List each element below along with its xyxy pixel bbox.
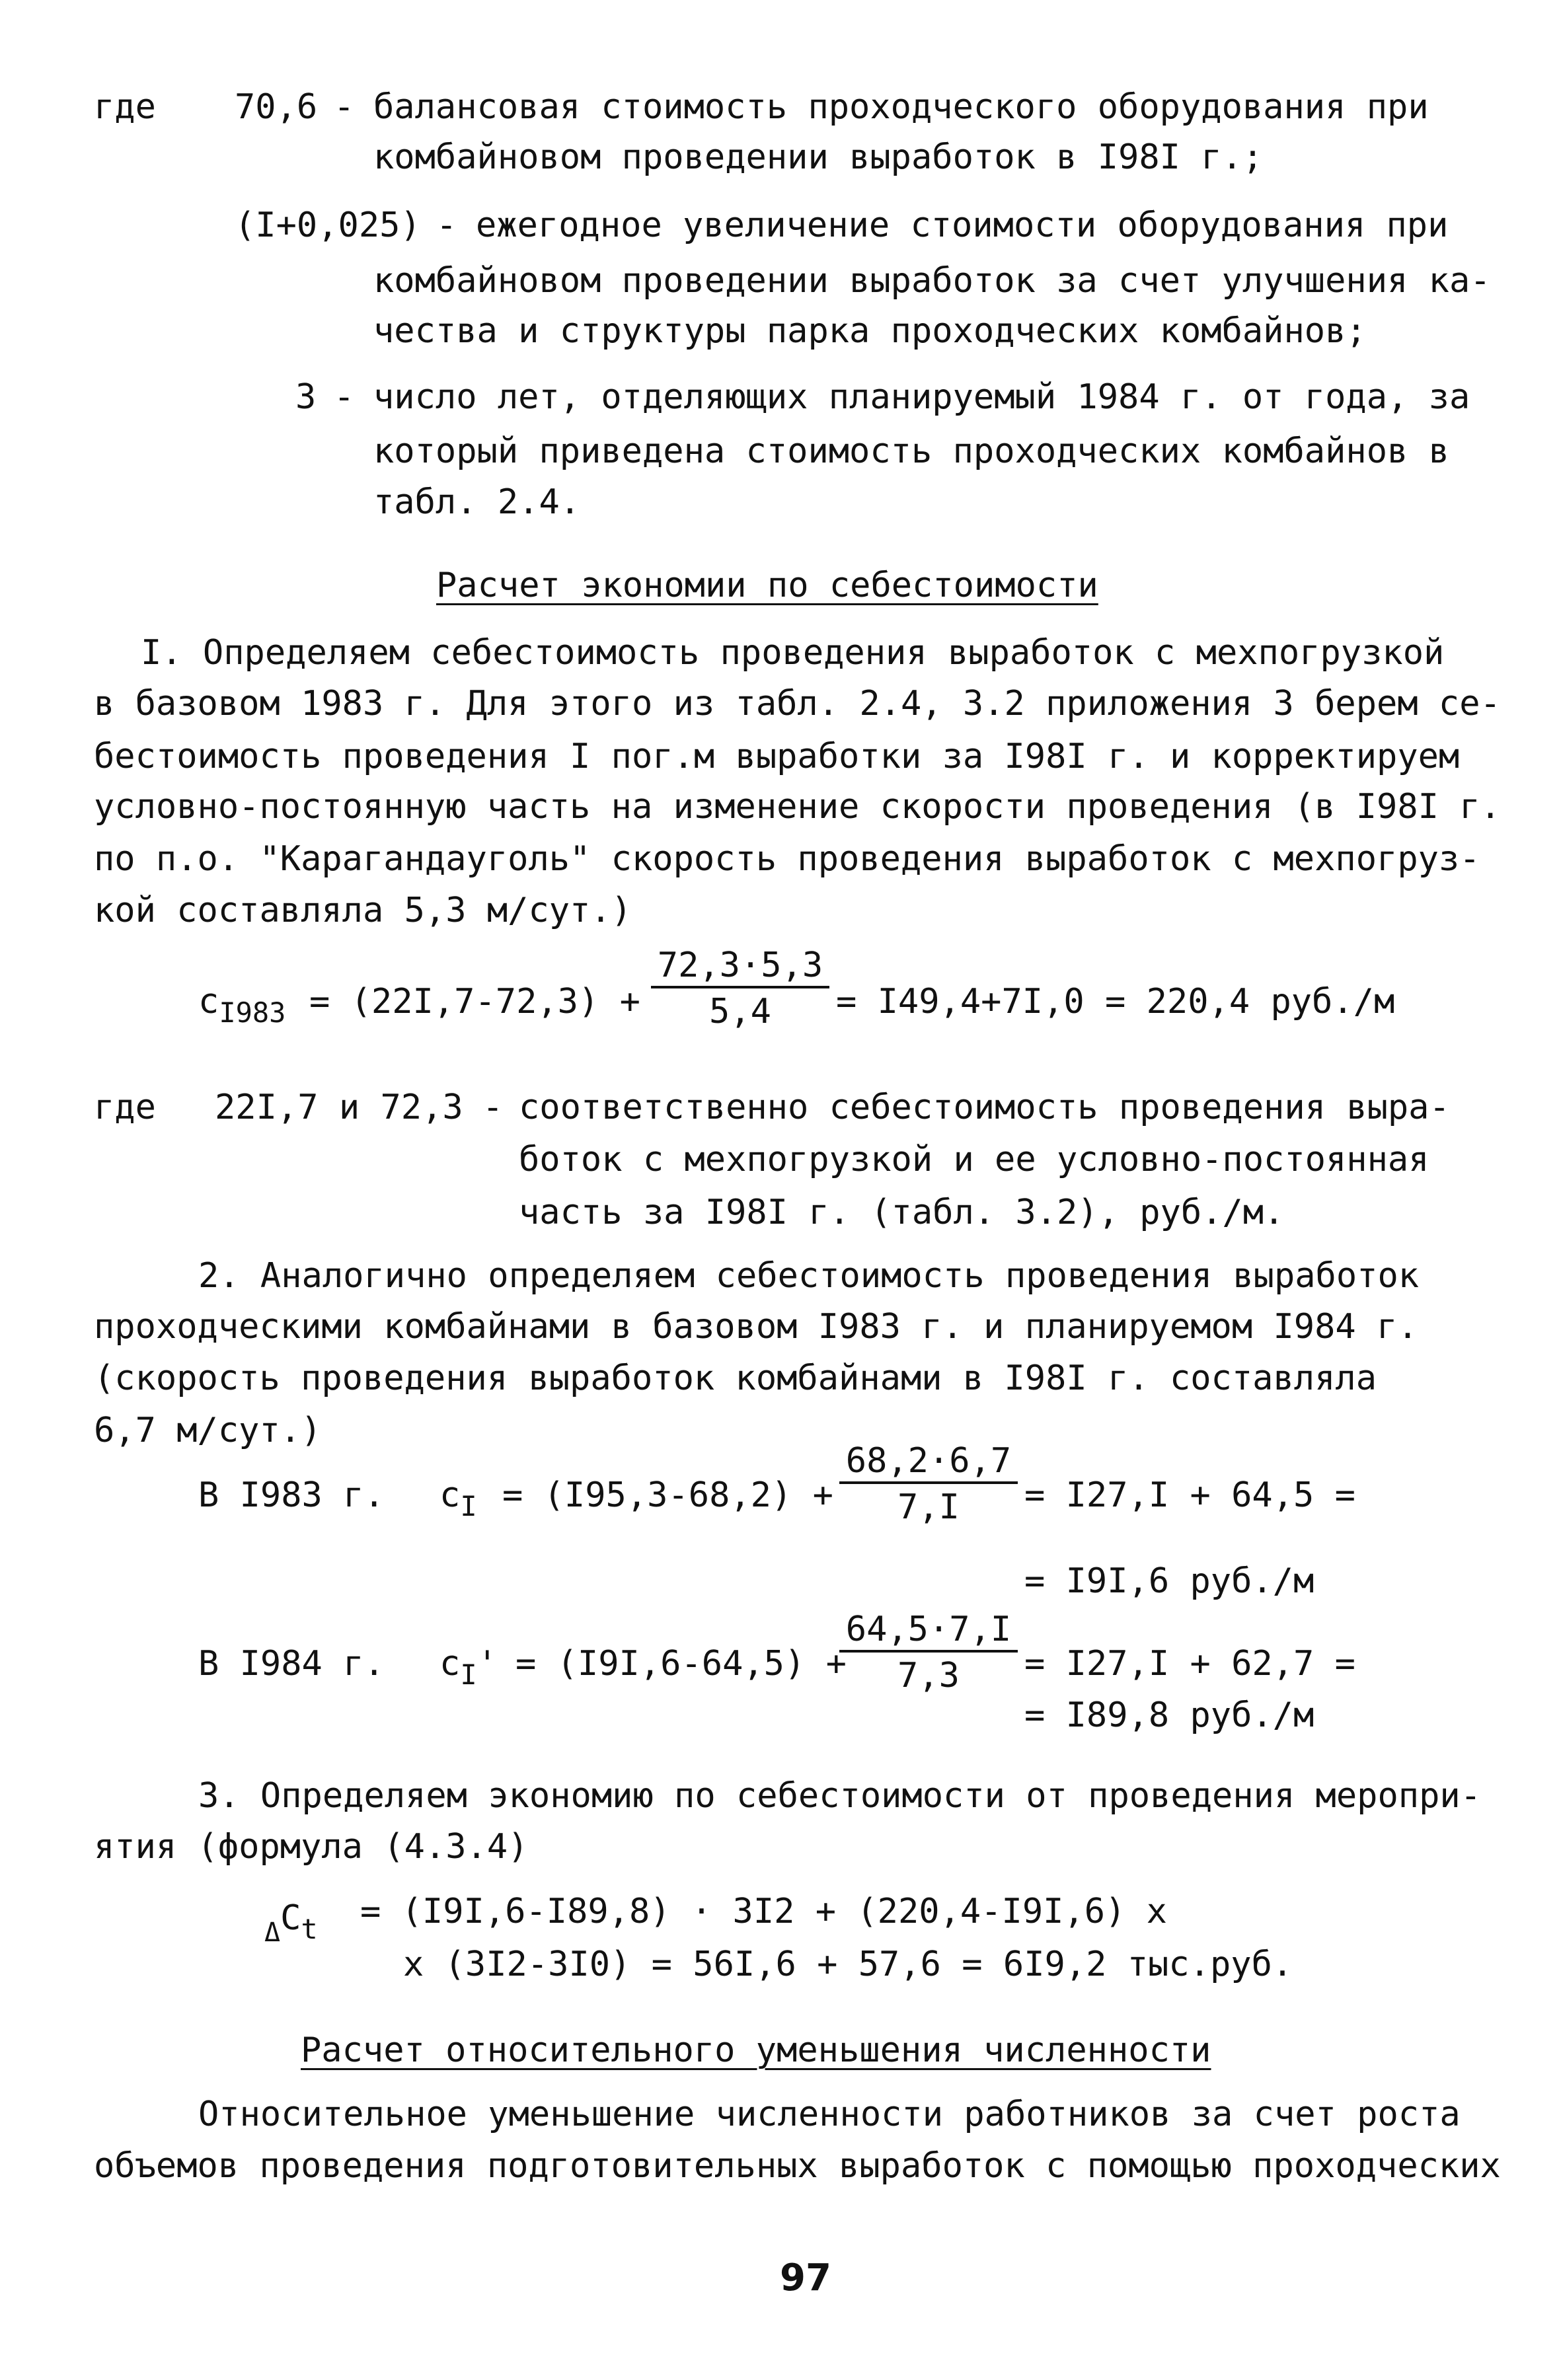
item2-line3: чества и структуры парка проходческих комбайнов; [373,311,1367,351]
formula-c1983-part1: = (22I,7-72,3) + [309,982,640,1022]
para1-line4: условно-постоянную часть на изменение скорости проведения (в I98I г. [94,787,1501,827]
para2-line3: (скорость проведения выработок комбайнами в I98I г. составляла [94,1358,1377,1398]
item3-line2: который приведена стоимость проходческих комбайнов в [373,431,1449,471]
dash: - [482,1088,504,1127]
para3-line1: 3. Определяем экономию по себестоимости от проведения меропри- [198,1776,1482,1816]
item1-line1: балансовая стоимость проходческого оборудования при [373,87,1429,127]
term-70-6: 70,6 [235,87,318,127]
para4-line1: Относительное уменьшение численности работников за счет роста [198,2095,1461,2134]
para1-line1: I. Определяем себестоимость проведения выработок с мехпогрузкой [141,633,1445,673]
formula-1984-part1: = (I9I,6-64,5) + [515,1644,847,1684]
item3-line1: число лет, отделяющих планируемый 1984 г. от года, за [373,377,1470,417]
page-number: 97 [780,2256,831,2299]
fraction-numerator: 68,2·6,7 [839,1440,1018,1484]
item2-line2: комбайновом проведении выработок за счет улучшения ка- [373,261,1491,301]
formula-c1: $c_I$ [439,1475,477,1522]
para2-line4: 6,7 м/сут.) [94,1411,322,1450]
item1-line2: комбайновом проведении выработок в I98I г.; [373,137,1264,177]
para1-line5: по п.о. "Карагандауголь" скорость проведения выработок с мехпогруз- [94,839,1480,879]
fraction [839,1609,1018,1699]
formula-savings-line2: x (3I2-3I0) = 56I,6 + 57,6 = 6I9,2 тыс.руб. [403,1945,1293,1984]
formula-1983-part1: = (I95,3-68,2) + [502,1475,833,1515]
formula-1983-result2: = I9I,6 руб./м [1024,1561,1314,1601]
formula-1983-label: В I983 г. [198,1475,385,1515]
dash: - [334,377,355,417]
formula-delta-ct: $_\Delta C_t$ [264,1898,318,1948]
section-heading-headcount: Расчет относительного уменьшения численности [301,2030,1211,2070]
fraction-denominator: 7,I [897,1487,960,1527]
formula-c1983-result: = I49,4+7I,0 = 220,4 руб./м [836,982,1395,1022]
fraction-denominator: 7,3 [897,1656,960,1695]
fraction [839,1440,1018,1530]
para3-line2: ятия (формула (4.3.4) [94,1827,529,1867]
where-label-1: где [94,87,156,127]
formula-1984-result2: = I89,8 руб./м [1024,1695,1314,1735]
formula-savings-line1: = (I9I,6-I89,8) · 3I2 + (220,4-I9I,6) x [360,1892,1167,1931]
para1-line2: в базовом 1983 г. Для этого из табл. 2.4, 3.2 приложения 3 берем се- [94,684,1501,724]
dash: - [436,205,457,245]
para2-line1: 2. Аналогично определяем себестоимость проведения выработок [198,1256,1420,1296]
para1-line6: кой составляла 5,3 м/сут.) [94,891,632,930]
para4-line2: объемов проведения подготовительных выработок с помощью проходческих [94,2146,1501,2186]
term-221-72: 22I,7 и 72,3 [215,1088,463,1127]
where2-line1: соответственно себестоимость проведения выра- [519,1088,1450,1127]
dash: - [334,87,355,127]
formula-c1983: $c_{I983}$ [198,982,286,1029]
item3-line3: табл. 2.4. [373,482,581,522]
where2-line3: часть за I98I г. (табл. 3.2), руб./м. [519,1193,1285,1232]
term-growth: (I+0,025) [235,205,421,245]
para1-line3: бестоимость проведения I пог.м выработки за I98I г. и корректируем [94,737,1460,776]
formula-1983-result1: = I27,I + 64,5 = [1024,1475,1355,1515]
section-heading-cost-savings: Расчет экономии по себестоимости [436,566,1098,605]
where-label-2: где [94,1088,156,1127]
fraction-numerator: 72,3·5,3 [651,945,829,988]
formula-c1-prime: $c_I'$ [439,1644,498,1691]
item2-line1: ежегодное увеличение стоимости оборудования при [476,205,1449,245]
formula-1984-result1: = I27,I + 62,7 = [1024,1644,1355,1684]
term-3: 3 [295,377,317,417]
fraction [651,945,829,1035]
fraction-numerator: 64,5·7,I [839,1609,1018,1653]
where2-line2: боток с мехпогрузкой и ее условно-постоянная [519,1140,1429,1179]
para2-line2: проходческими комбайнами в базовом I983 г. и планируемом I984 г. [94,1307,1418,1347]
formula-1984-label: В I984 г. [198,1644,385,1684]
fraction-denominator: 5,4 [709,992,771,1031]
